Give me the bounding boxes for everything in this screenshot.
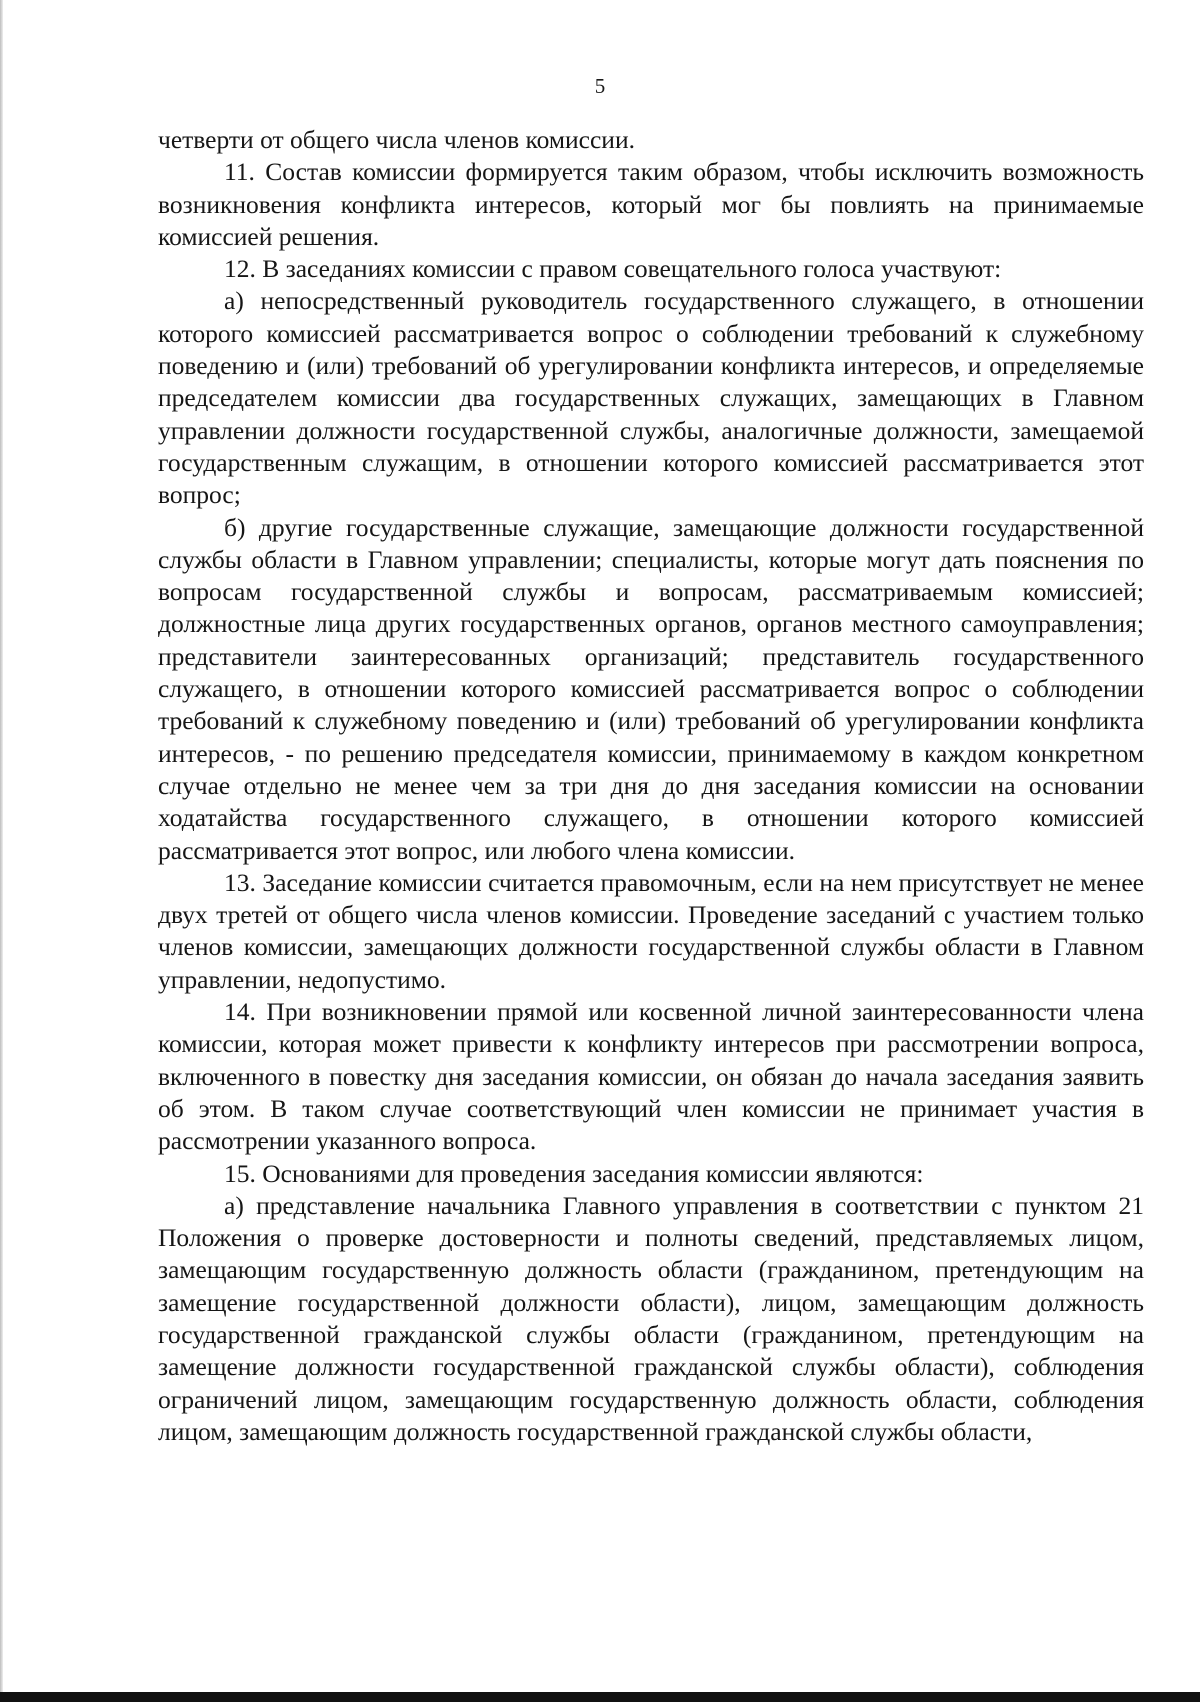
- paragraph-item-12b: б) другие государственные служащие, замещающие должности государственной службы области в Главном управлении; специалисты, которые могут дать пояснения по вопросам государственной службы и вопросам, рассматриваемым комиссией; должностные лица других государственных органов, органов местного самоуправления; представители заинтересованных организаций; представитель государственного служащего, в отношении которого комиссией рассматривается вопрос о соблюдении требований к служебному поведению и (или) требований об урегулировании конфликта интересов, - по решению председателя комиссии, принимаемому в каждом конкретном случае отдельно не менее чем за три дня до дня заседания комиссии на основании ходатайства государственного служащего, в отношении которого комиссией рассматривается этот вопрос, или любого члена комиссии.: [158, 512, 1144, 865]
- paragraph-item-11: 11. Состав комиссии формируется таким образом, чтобы исключить возможность возникновения конфликта интересов, который мог бы повлиять на принимаемые комиссией решения.: [158, 157, 1144, 251]
- paragraph-item-14: 14. При возникновении прямой или косвенной личной заинтересованности члена комиссии, которая может привести к конфликту интересов при рассмотрении вопроса, включенного в повестку дня заседания комиссии, он обязан до начала заседания заявить об этом. В таком случае соответствующий член комиссии не принимает участия в рассмотрении указанного вопроса.: [158, 997, 1144, 1156]
- paragraph-item-13: 13. Заседание комиссии считается правомочным, если на нем присутствует не менее двух третей от общего числа членов комиссии. Проведение заседаний с участием только членов комиссии, замещающих должности государственной службы области в Главном управлении, недопустимо.: [158, 867, 1144, 994]
- scan-edge-bottom: [0, 1692, 1200, 1702]
- paragraph-item-15: 15. Основаниями для проведения заседания комиссии являются:: [224, 1158, 924, 1188]
- paragraph-item-15a: а) представление начальника Главного управления в соответствии с пунктом 21 Положения о проверке достоверности и полноты сведений, представляемых лицом, замещающим государственную должность области (гражданином, претендующим на замещение государственной должности области), лицом, замещающим должность государственной гражданской службы области (гражданином, претендующим на замещение должности государственной гражданской службы области), соблюдения ограничений лицом, замещающим государственную должность области, соблюдения лицом, замещающим должность государственной гражданской службы области,: [158, 1190, 1144, 1446]
- document-body: [158, 124, 1144, 1448]
- paragraph-item-12a: а) непосредственный руководитель государственного служащего, в отношении которого комиссией рассматривается вопрос о соблюдении требований к служебному поведению и (или) требований об урегулировании конфликта интересов, и определяемые председателем комиссии два государственных служащих, замещающих в Главном управлении должности государственной службы, аналогичные должности, замещаемой государственным служащим, в отношении которого комиссией рассматривается этот вопрос;: [158, 286, 1144, 510]
- scan-edge-left: [0, 0, 3, 1702]
- paragraph-continuation: четверти от общего числа членов комиссии.: [158, 125, 635, 154]
- paragraph-item-12: 12. В заседаниях комиссии с правом совещательного голоса участвуют:: [224, 254, 1002, 284]
- page-number: 5: [594, 74, 606, 98]
